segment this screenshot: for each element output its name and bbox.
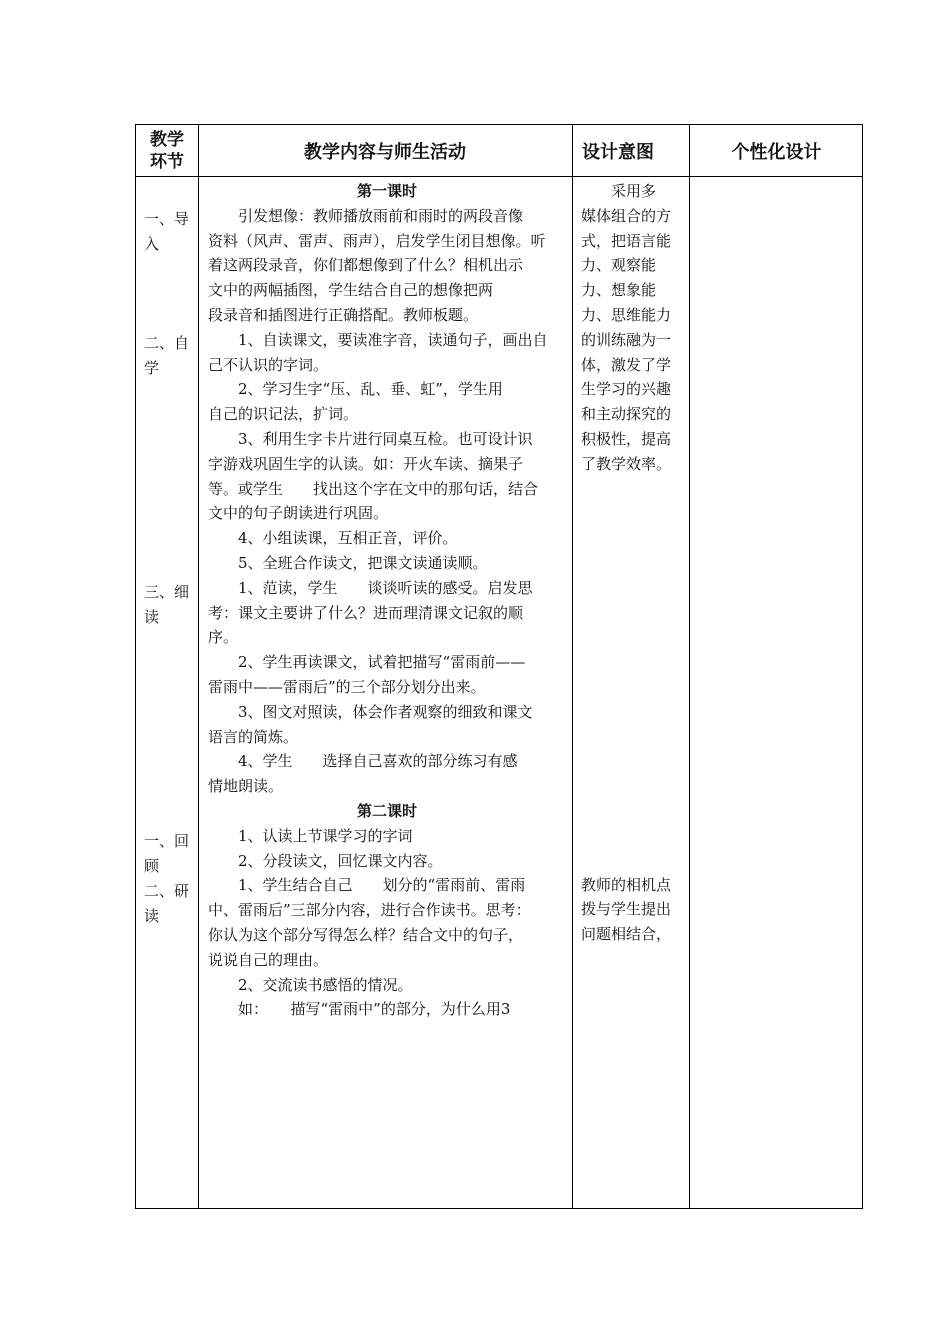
text-line: 积极性，提高: [581, 429, 672, 448]
column-divider-1: [198, 125, 199, 1208]
text-line: 引发想像：教师播放雨前和雨时的两段音像: [208, 206, 524, 225]
column-divider-2: [572, 125, 573, 1208]
text-line: 4、小组读课，互相正音，评价。: [208, 529, 458, 548]
text-line: 了教学效率。: [581, 454, 672, 473]
header-content: 教学内容与师生活动: [304, 141, 466, 163]
text-line: 问题相结合，: [581, 925, 672, 944]
text-line: 语言的简炼。: [208, 727, 299, 746]
text-line: 雷雨中——雷雨后”的三个部分划分出来。: [208, 677, 486, 696]
header-divider: [136, 176, 862, 177]
text-line: 式，把语言能: [581, 231, 672, 250]
text-line: 等。或学生 找出这个字在文中的那句话，结合: [208, 479, 539, 498]
text-line: 1、范读，学生 谈谈听读的感受。启发思: [208, 578, 533, 597]
text-line: 文中的句子朗读进行巩固。: [208, 504, 389, 523]
intent-block: [581, 179, 691, 477]
text-line: 着这两段录音，你们都想像到了什么？相机出示: [208, 256, 524, 275]
text-line: 自己的识记法，扩词。: [208, 405, 359, 424]
text-line: 2、分段读文，回忆课文内容。: [208, 851, 443, 870]
text-line: 媒体组合的方: [581, 206, 672, 225]
text-line: 教师的相机点: [581, 875, 672, 894]
text-line: 1、认读上节课学习的字词: [208, 826, 413, 845]
text-line: 考：课文主要讲了什么？进而理清课文记叙的顺: [208, 603, 524, 622]
lesson-plan-table: [135, 124, 863, 1209]
text-line: 段录音和插图进行正确搭配。教师板题。: [208, 305, 479, 324]
text-line: 力、想象能: [581, 281, 657, 300]
intent-column: [581, 179, 691, 947]
intent-block: [581, 873, 691, 947]
session-title: 第二课时: [356, 801, 417, 820]
text-line: 体，激发了学: [581, 355, 672, 374]
text-line: 己不认识的字词。: [208, 355, 329, 374]
text-line: 字游戏巩固生字的认读。如：开火车读、摘果子: [208, 454, 524, 473]
text-line: 力、观察能: [581, 256, 657, 275]
text-line: 采用多: [581, 182, 657, 200]
text-line: 1、学生结合自己 划分的“雷雨前、雷雨: [208, 876, 526, 895]
text-line: 2、学生再读课文，试着把描写“雷雨前——: [208, 653, 526, 672]
text-line: 1、自读课文，要读准字音，读通句子，画出自: [208, 330, 548, 349]
text-line: 和主动探究的: [581, 405, 672, 424]
text-line: 说说自己的理由。: [208, 950, 329, 969]
text-line: 如： 描写“雷雨中”的部分，为什么用3: [208, 1000, 511, 1019]
text-line: 2、学习生字“压、乱、垂、虹”，学生用: [208, 380, 503, 399]
text-line: 的训练融为一: [581, 330, 672, 349]
text-line: 中、雷雨后”三部分内容，进行合作读书。思考：: [208, 901, 531, 920]
header-personal: 个性化设计: [731, 141, 822, 163]
text-line: 资料（风声、雷声、雨声），启发学生闭目想像。听: [208, 231, 546, 250]
text-line: 力、思维能力: [581, 305, 672, 324]
text-line: 文中的两幅插图，学生结合自己的想像把两: [208, 281, 494, 300]
text-line: 2、交流读书感悟的情况。: [208, 975, 413, 994]
header-intent: 设计意图: [582, 141, 654, 163]
stage-label: 二、自 学: [144, 334, 190, 377]
text-line: 5、全班合作读文，把课文读通读顺。: [208, 553, 488, 572]
session-title: 第一课时: [356, 182, 417, 200]
text-line: 4、学生 选择自己喜欢的部分练习有感: [208, 752, 518, 771]
text-line: 生学习的兴趣: [581, 380, 672, 399]
text-line: 你认为这个部分写得怎么样？结合文中的句子，: [208, 925, 524, 944]
stage-label: 二、研 读: [144, 882, 190, 925]
stage-label: 一、回 顾: [144, 832, 190, 875]
header-stage: 教学 环节: [150, 129, 184, 172]
text-line: 拨与学生提出: [581, 900, 672, 919]
stage-label: 一、导 入: [144, 210, 190, 253]
intent-spacer: [581, 477, 691, 873]
text-line: 3、利用生字卡片进行同桌互检。也可设计识: [208, 429, 533, 448]
text-line: 3、图文对照读，体会作者观察的细致和课文: [208, 702, 533, 721]
stage-label: 三、细 读: [144, 583, 190, 626]
text-line: 序。: [208, 628, 239, 647]
text-line: 情地朗读。: [208, 777, 284, 796]
content-column: [208, 179, 566, 1022]
